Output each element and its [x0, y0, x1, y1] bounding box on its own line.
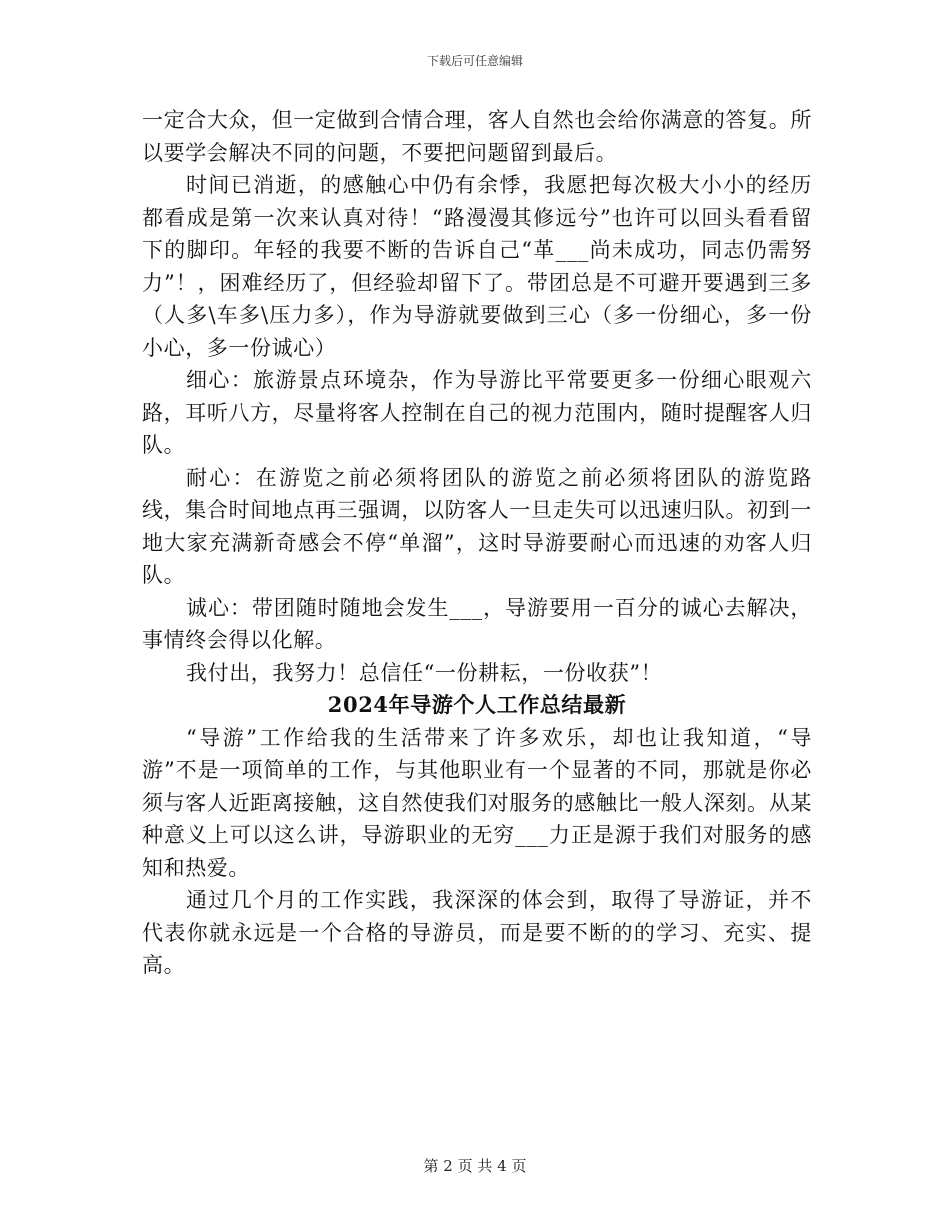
- document-body: [142, 104, 812, 982]
- paragraph-careful: 细心：旅游景点环境杂，作为导游比平常要更多一份细心眼观六路，耳听八方，尽量将客人控制在自己的视力范围内，随时提醒客人归队。: [142, 368, 812, 457]
- paragraph-reflection: 时间已消逝，的感触心中仍有余悸，我愿把每次极大小小的经历都看成是第一次来认真对待！“路漫漫其修远兮”也许可以回头看看留下的脚印。年轻的我要不断的告诉自己“革___尚未成功，同志仍需努力”！，困难经历了，但经验却留下了。带团总是不可避开要遇到三多（人多\车多\压力多），作为导游就要做到三心（多一份细心，多一份小心，多一份诚心）: [142, 173, 812, 360]
- page-number: 第 2 页 共 4 页: [423, 1157, 527, 1175]
- paragraph-guide-work: “导游”工作给我的生活带来了许多欢乐，却也让我知道，“导游”不是一项简单的工作，与其他职业有一个显著的不同，那就是你必须与客人近距离接触，这自然使我们对服务的感触比一般人深刻。从某种意义上可以这么讲，导游职业的无穷___力正是源于我们对服务的感知和热爱。: [142, 725, 812, 880]
- paragraph-continuation: 一定合大众，但一定做到合情合理，客人自然也会给你满意的答复。所以要学会解决不同的问题，不要把问题留到最后。: [142, 108, 812, 165]
- section-title: 2024年导游个人工作总结最新: [327, 692, 627, 717]
- header-note: 下载后可任意编辑: [426, 54, 523, 68]
- paragraph-motto: 我付出，我努力！总信任“一份耕耘，一份收获”！: [186, 660, 663, 685]
- paragraph-patience: 耐心：在游览之前必须将团队的游览之前必须将团队的游览路线，集合时间地点再三强调，以防客人一旦走失可以迅速归队。初到一地大家充满新奇感会不停“单溜”，这时导游要耐心而迅速的劝客人归队。: [142, 465, 812, 587]
- paragraph-sincerity: 诚心：带团随时随地会发生___，导游要用一百分的诚心去解决，事情终会得以化解。: [142, 595, 812, 652]
- paragraph-practice: 通过几个月的工作实践，我深深的体会到，取得了导游证，并不代表你就永远是一个合格的导游员，而是要不断的的学习、充实、提高。: [142, 888, 812, 977]
